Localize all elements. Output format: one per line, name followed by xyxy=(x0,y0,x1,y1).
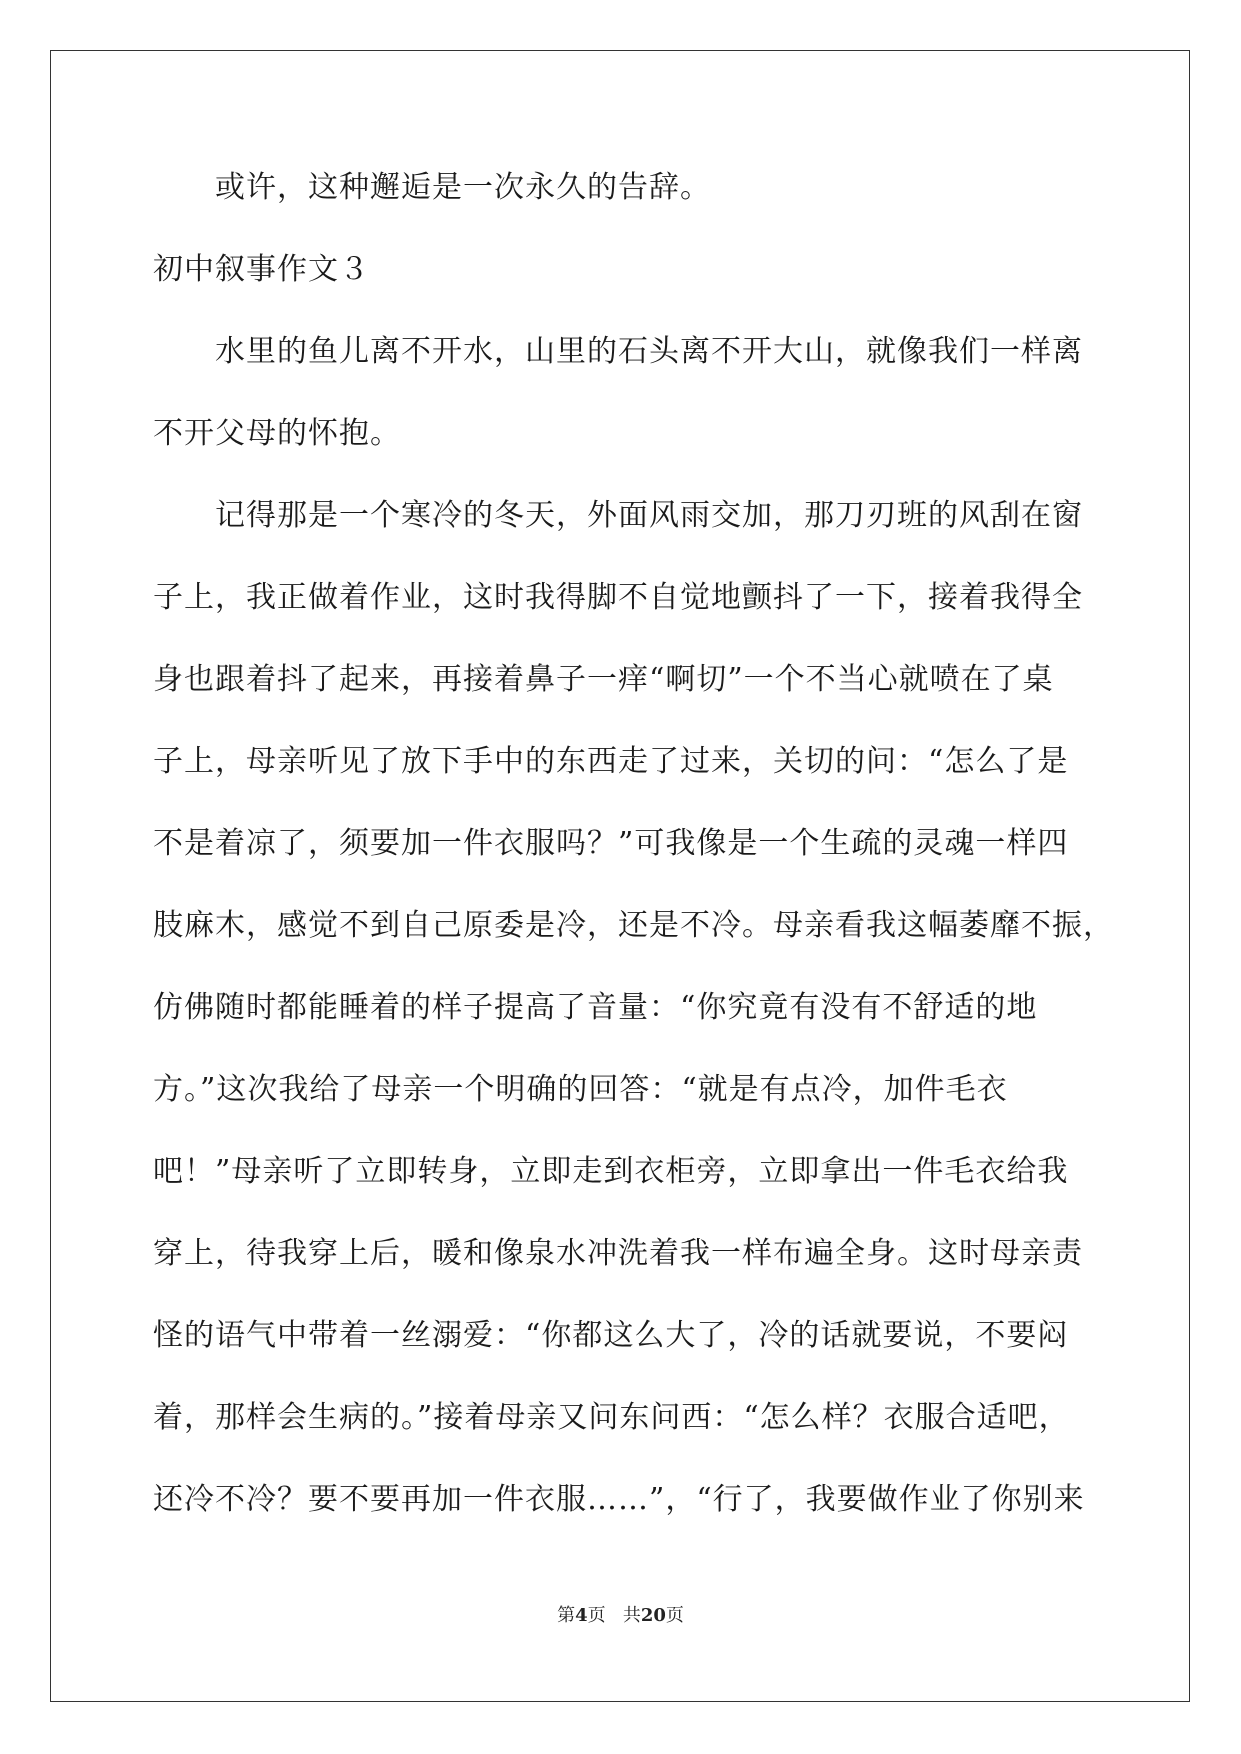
paragraph-line: 还冷不冷？要不要再加一件衣服……”，“行了，我要做作业了你别来 xyxy=(153,1482,1085,1517)
paragraph-line: 怪的语气中带着一丝溺爱：“你都这么大了，冷的话就要说，不要闷 xyxy=(153,1318,1069,1353)
paragraph-line: 不是着凉了，须要加一件衣服吗？”可我像是一个生疏的灵魂一样四 xyxy=(153,826,1069,861)
document-body xyxy=(153,170,1114,1518)
paragraph-line: 肢麻木，感觉不到自己原委是冷，还是不冷。母亲看我这幅萎靡不振， xyxy=(153,908,1114,943)
paragraph-line: 方。”这次我给了母亲一个明确的回答：“就是有点冷，加件毛衣 xyxy=(153,1072,1008,1107)
paragraph-line: 子上，我正做着作业，这时我得脚不自觉地颤抖了一下，接着我得全 xyxy=(153,580,1083,615)
paragraph-line: 仿佛随时都能睡着的样子提高了音量：“你究竟有没有不舒适的地 xyxy=(153,990,1038,1025)
total-pages: 20 xyxy=(640,1605,666,1626)
paragraph-line: 或许，这种邂逅是一次永久的告辞。 xyxy=(215,170,711,205)
total-suffix: 页 xyxy=(665,1605,684,1626)
page-footer xyxy=(0,1604,1241,1628)
page-number: 4 xyxy=(575,1605,588,1626)
paragraph-line: 不开父母的怀抱。 xyxy=(153,416,401,451)
section-heading: 初中叙事作文３ xyxy=(153,252,370,287)
total-prefix: 共 xyxy=(622,1605,641,1626)
paragraph-line: 子上，母亲听见了放下手中的东西走了过来，关切的问：“怎么了是 xyxy=(153,744,1069,779)
paragraph-line: 身也跟着抖了起来，再接着鼻子一痒“啊切”一个不当心就喷在了桌 xyxy=(153,662,1054,697)
paragraph-line: 记得那是一个寒冷的冬天，外面风雨交加，那刀刃班的风刮在窗 xyxy=(215,498,1083,533)
paragraph-line: 穿上，待我穿上后，暖和像泉水冲洗着我一样布遍全身。这时母亲责 xyxy=(153,1236,1083,1271)
paragraph-line: 吧！”母亲听了立即转身，立即走到衣柜旁，立即拿出一件毛衣给我 xyxy=(153,1154,1069,1189)
paragraph-line: 着，那样会生病的。”接着母亲又问东问西：“怎么样？衣服合适吧， xyxy=(153,1400,1070,1435)
paragraph-line: 水里的鱼儿离不开水，山里的石头离不开大山，就像我们一样离 xyxy=(215,334,1083,369)
page-suffix: 页 xyxy=(587,1605,606,1626)
page-prefix: 第 xyxy=(557,1605,576,1626)
